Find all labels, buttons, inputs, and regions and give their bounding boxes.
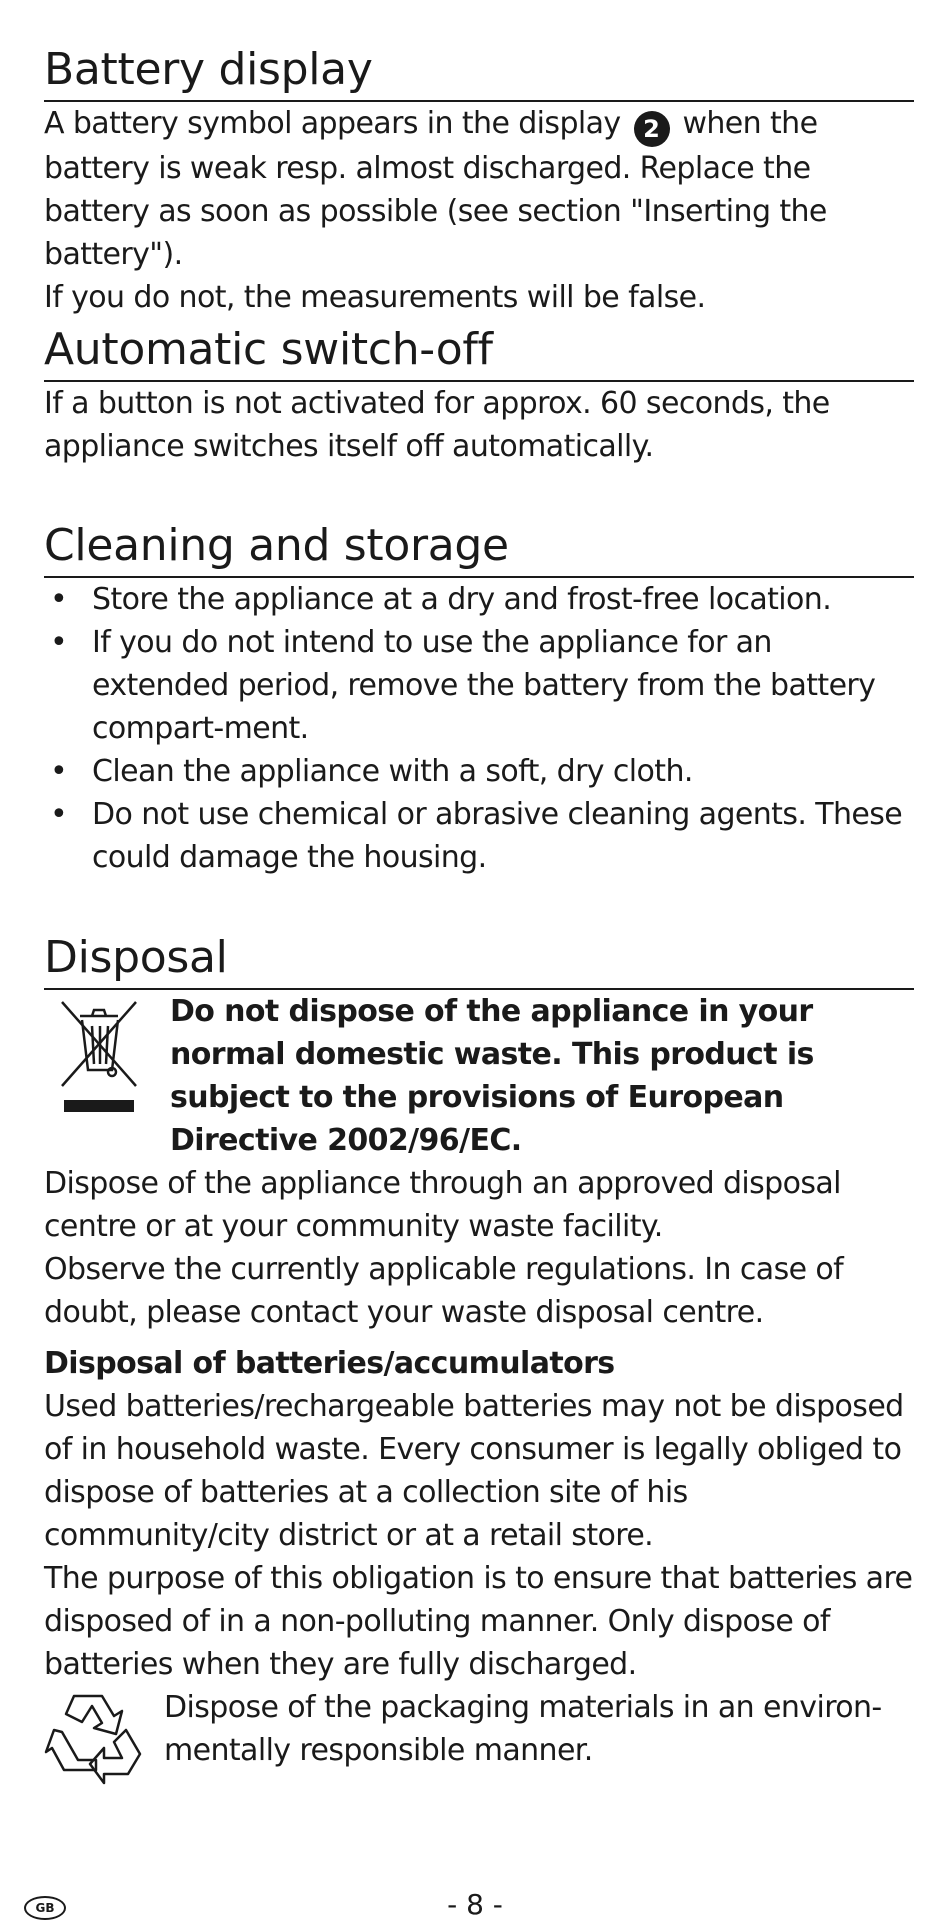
list-item (44, 621, 914, 750)
disposal-warning-row (44, 990, 914, 1162)
bullet-glyph: • (50, 582, 68, 617)
crossed-out-bin-icon (58, 994, 140, 1112)
battery-display-text (44, 102, 914, 276)
bullet-glyph: • (50, 754, 68, 789)
list-item (44, 750, 914, 793)
recycling-icon (44, 1686, 144, 1786)
disposal-text-1: Dispose of the appliance through an approved disposal centre or at your community waste facility. (44, 1166, 841, 1244)
section-battery-disposal (44, 1342, 914, 1772)
section-disposal (44, 930, 914, 1334)
heading-auto-off: Automatic switch-off (44, 322, 914, 382)
country-badge: GB (24, 1896, 66, 1920)
cleaning-list (44, 578, 914, 879)
bullet-glyph: • (50, 797, 68, 832)
list-item (44, 578, 914, 621)
auto-off-text: If a button is not activated for approx. 60 seconds, the appliance switches itself off automatically. (44, 386, 830, 464)
list-item-text: Do not use chemical or abrasive cleaning agents. These could damage the housing. (92, 797, 903, 875)
battery-display-text-start: A battery symbol appears in the display (44, 106, 621, 141)
packaging-row (44, 1686, 914, 1772)
section-battery-display (44, 42, 914, 319)
disposal-warning-text: Do not dispose of the appliance in your normal domestic waste. This product is subject to the provisions of European Directive 2002/96/EC. (170, 994, 814, 1158)
heading-battery-disposal: Disposal of batteries/accumulators (44, 1346, 615, 1381)
heading-cleaning: Cleaning and storage (44, 518, 914, 578)
display-number-badge: 2 (634, 111, 670, 147)
battery-display-text-end: when the battery is weak resp. almost discharged. Replace the battery as soon as possible (see section "Inserting the battery"). (44, 106, 827, 272)
list-item (44, 793, 914, 879)
disposal-text-2: Observe the currently applicable regulations. In case of doubt, please contact your waste disposal centre. (44, 1252, 844, 1330)
battery-disposal-text-1: Used batteries/rechargeable batteries may not be disposed of in household waste. Every consumer is legally obliged to dispose of batteries at a collection site of his community/city district or at a retail store. (44, 1389, 904, 1553)
section-cleaning (44, 518, 914, 879)
battery-disposal-text-2: The purpose of this obligation is to ensure that batteries are disposed of in a non-polluting manner. Only dispose of batteries when they are fully discharged. (44, 1561, 913, 1682)
heading-battery-display: Battery display (44, 42, 914, 102)
battery-display-warning: If you do not, the measurements will be false. (44, 280, 706, 315)
packaging-disposal-text: Dispose of the packaging materials in an environ-mentally responsible manner. (164, 1690, 882, 1768)
page-footer (0, 1890, 950, 1920)
section-auto-off (44, 322, 914, 468)
heading-disposal: Disposal (44, 930, 914, 990)
list-item-text: Store the appliance at a dry and frost-free location. (92, 582, 832, 617)
bullet-glyph: • (50, 625, 68, 660)
list-item-text: Clean the appliance with a soft, dry cloth. (92, 754, 693, 789)
list-item-text: If you do not intend to use the appliance for an extended period, remove the battery from the battery compart-ment. (92, 625, 876, 746)
page-number: - 8 - (447, 1888, 503, 1921)
